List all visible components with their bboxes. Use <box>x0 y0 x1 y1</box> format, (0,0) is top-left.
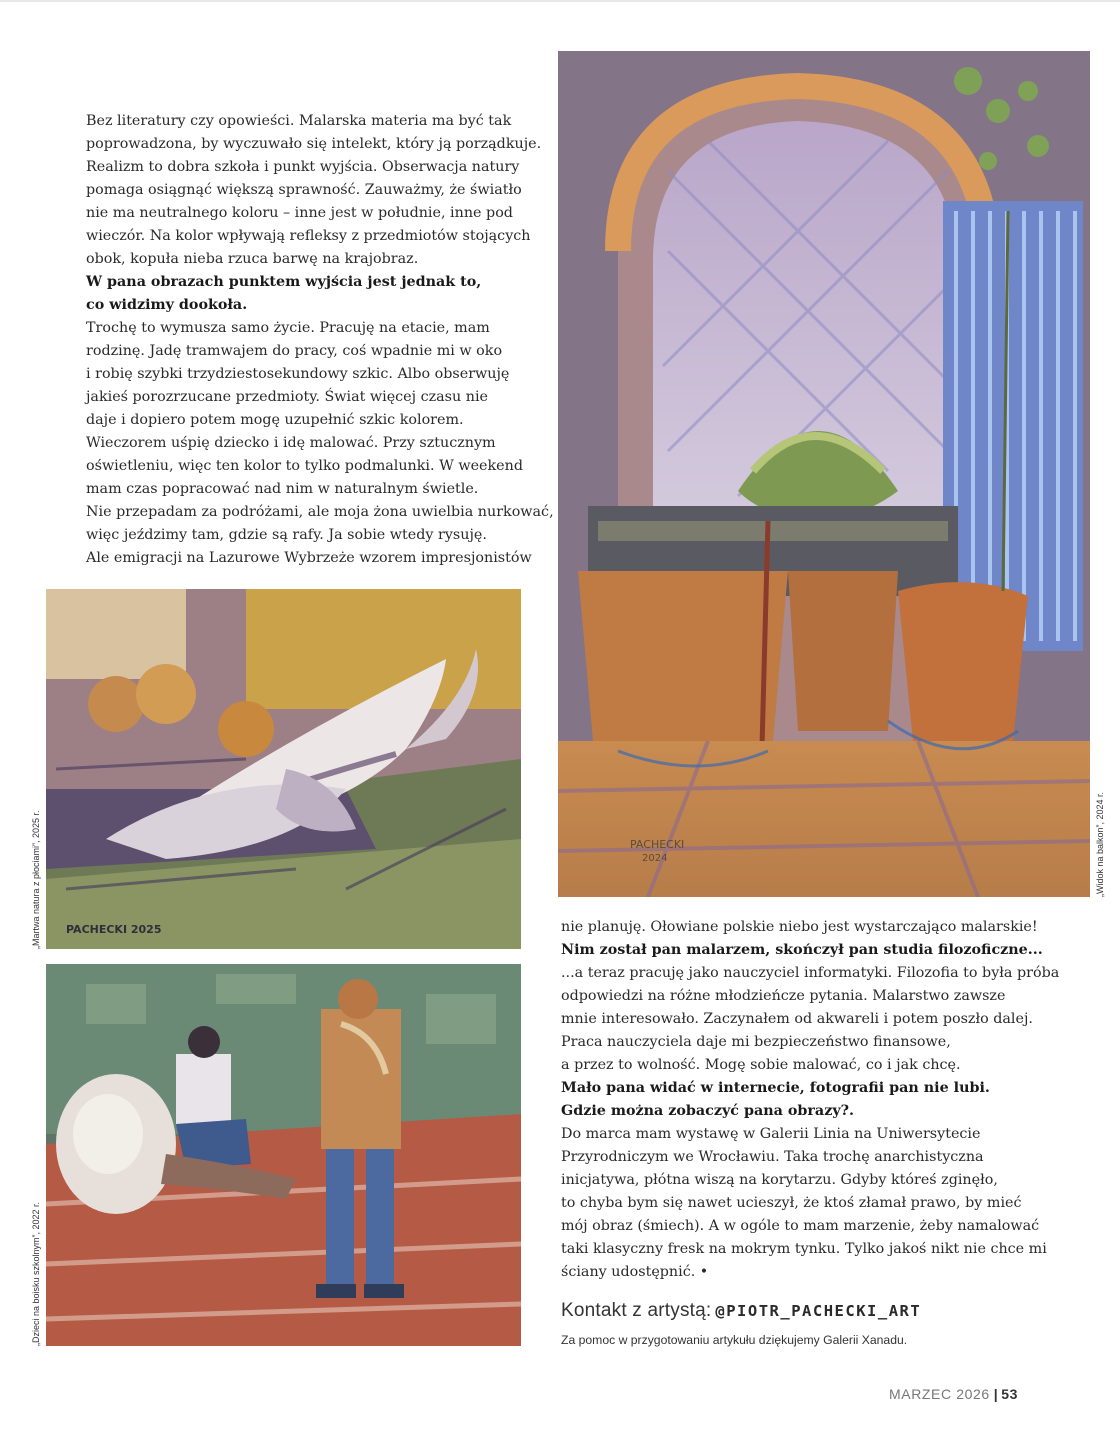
article-text-line: nie ma neutralnego koloru – inne jest w południe, inne pod <box>86 205 513 221</box>
article-text-line: to chyba bym się nawet ucieszył, że ktoś złamał prawo, by mieć <box>561 1195 1022 1211</box>
interview-question-line: W pana obrazach punktem wyjścia jest jednak to, <box>86 274 482 290</box>
article-text-line: Praca nauczyciela daje mi bezpieczeństwo finansowe, <box>561 1034 951 1050</box>
interview-question-line: co widzimy dookoła. <box>86 297 248 313</box>
caption-still-life-fish: „Martwa natura z płociami”, 2025 r. <box>31 810 41 949</box>
article-text-line: Realizm to dobra szkoła i punkt wyjścia. Obserwacja natury <box>86 159 520 175</box>
painting-balcony-signature: PACHECKI <box>630 838 685 851</box>
article-text-line: a przez to wolność. Mogę sobie malować, co i jak chcę. <box>561 1057 961 1073</box>
article-text-line: mnie interesowało. Zaczynałem od akwareli i potem poszło dalej. <box>561 1011 1033 1027</box>
painting-children-school-field <box>46 964 521 1346</box>
article-text-line: wieczór. Na kolor wpływają refleksy z przedmiotów stojących <box>86 228 531 244</box>
article-column-right <box>561 916 1060 1284</box>
article-text-line: rodzinę. Jadę tramwajem do pracy, coś wpadnie mi w oko <box>86 343 503 359</box>
article-text-line: Bez literatury czy opowieści. Malarska materia ma być tak <box>86 113 512 129</box>
article-text-line: jakieś porozrzucane przedmioty. Świat więcej czasu nie <box>86 389 488 405</box>
painting-balcony-signature-year: 2024 <box>642 853 668 864</box>
interview-question-line: Nim został pan malarzem, skończył pan studia filozoficzne... <box>561 942 1043 958</box>
acknowledgement: Za pomoc w przygotowaniu artykułu dziękujemy Galerii Xanadu. <box>561 1333 908 1347</box>
top-rule <box>0 0 1120 2</box>
artist-contact <box>561 1300 921 1322</box>
article-text-line: mój obraz (śmiech). A w ogóle to mam marzenie, żeby namalować <box>561 1218 1040 1234</box>
article-text-line: odpowiedzi na różne młodzieńcze pytania. Malarstwo zawsze <box>561 988 1006 1004</box>
caption-balcony-view: „Widok na balkon”, 2024 r. <box>1095 791 1105 897</box>
article-text-line: więc jeździmy tam, gdzie są rafy. Ja sobie wtedy rysuję. <box>86 527 487 543</box>
article-text-line: oświetleniu, więc ten kolor to tylko podmalunki. W weekend <box>86 458 523 474</box>
contact-handle: @PIOTR_PACHECKI_ART <box>715 1302 922 1320</box>
painting-balcony-view <box>558 51 1090 897</box>
article-text-line: Nie przepadam za podróżami, ale moja żona uwielbia nurkować, <box>86 504 554 520</box>
article-text-line: taki klasyczny fresk na mokrym tynku. Tylko jakoś nikt nie chce mi <box>561 1241 1047 1257</box>
article-text-line: Ale emigracji na Lazurowe Wybrzeże wzorem impresjonistów <box>86 550 532 566</box>
article-text-line: ściany udostępnić. • <box>561 1264 709 1280</box>
article-text-line: nie planuję. Ołowiane polskie niebo jest wystarczająco malarskie! <box>561 919 1038 935</box>
article-text-line: obok, kopuła nieba rzuca barwę na krajobraz. <box>86 251 419 267</box>
article-text-line: inicjatywa, płótna wiszą na korytarzu. Gdyby któreś zginęło, <box>561 1172 998 1188</box>
article-text-line: Trochę to wymusza samo życie. Pracuję na etacie, mam <box>86 320 490 336</box>
article-text-line: Wieczorem uśpię dziecko i idę malować. Przy sztucznym <box>86 435 496 451</box>
page-number: 53 <box>1001 1386 1019 1402</box>
footer-issue: MARZEC 2026 <box>889 1386 990 1402</box>
article-text-line: Przyrodniczym we Wrocławiu. Taka trochę anarchistyczna <box>561 1149 984 1165</box>
interview-question-line: Mało pana widać w internecie, fotografii pan nie lubi. <box>561 1080 990 1096</box>
article-text-line: ...a teraz pracuję jako nauczyciel informatyki. Filozofia to była próba <box>561 965 1060 981</box>
article-column-left <box>86 110 554 570</box>
footer-separator: | <box>993 1386 999 1402</box>
article-text-line: daje i dopiero potem mogę uzupełnić szkic kolorem. <box>86 412 464 428</box>
article-text-line: i robię szybki trzydziestosekundowy szkic. Albo obserwuję <box>86 366 510 382</box>
article-text-line: mam czas popracować nad nim w naturalnym świetle. <box>86 481 479 497</box>
article-text-line: Do marca mam wystawę w Galerii Linia na Uniwersytecie <box>561 1126 981 1142</box>
article-text-line: pomaga osiągnąć większą sprawność. Zauważmy, że światło <box>86 182 522 198</box>
article-text-line: poprowadzona, by wyczuwało się intelekt, który ją porządkuje. <box>86 136 542 152</box>
page-footer <box>889 1386 1018 1402</box>
painting-fish-signature: PACHECKI 2025 <box>66 923 162 936</box>
contact-label: Kontakt z artystą: <box>561 1300 712 1321</box>
caption-children-school-field: „Dzieci na boisku szkolnym”, 2022 r. <box>31 1201 41 1346</box>
painting-still-life-fish <box>46 589 521 949</box>
interview-question-line: Gdzie można zobaczyć pana obrazy?. <box>561 1103 854 1119</box>
